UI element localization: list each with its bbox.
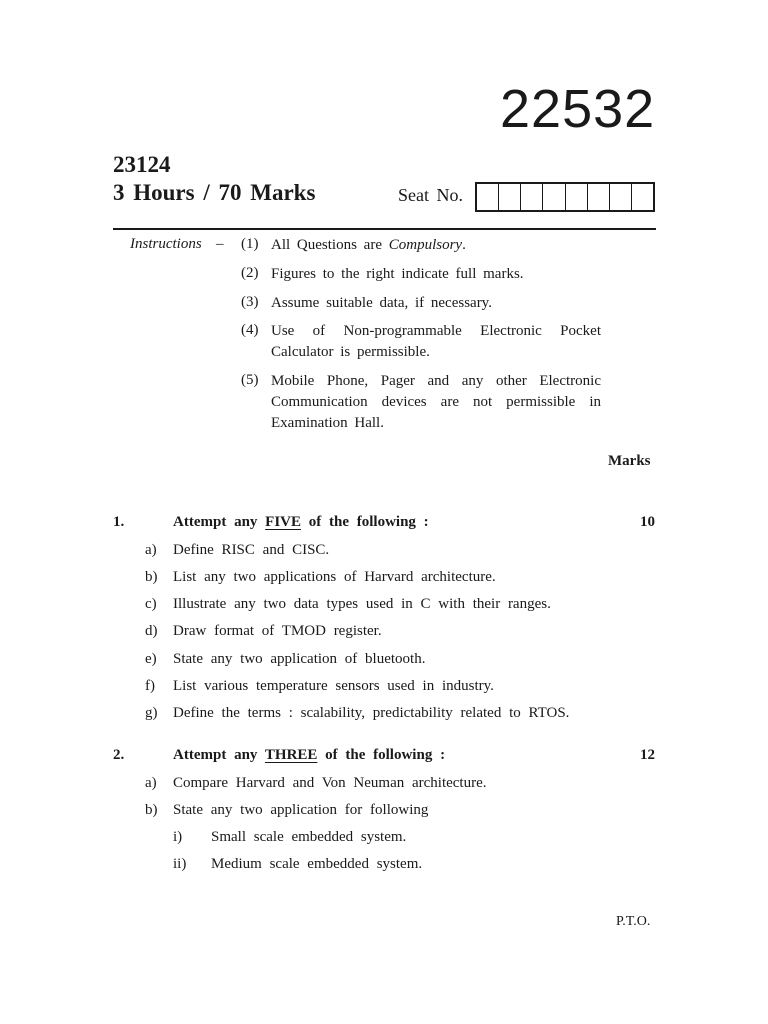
subpart-number: ii) <box>173 856 187 872</box>
seat-box <box>521 184 543 210</box>
question-title-emphasis: FIVE <box>265 514 301 530</box>
question-title-part: Attempt any <box>173 514 266 530</box>
instruction-text <box>271 235 601 256</box>
subquestion-letter: d) <box>145 623 158 639</box>
question-title-part: of the following : <box>301 514 429 530</box>
subquestion-letter: f) <box>145 678 155 694</box>
instruction-text: Use of Non-programmable Electronic Pocket Calculator is permissible. <box>271 323 601 360</box>
instruction-number: (1) <box>241 236 259 252</box>
subquestion-text: Define the terms : scalability, predictability related to RTOS. <box>173 705 570 721</box>
subpart-number: i) <box>173 829 183 845</box>
question-number: 1. <box>113 514 125 530</box>
question-marks: 10 <box>640 514 655 530</box>
instruction-number: (5) <box>241 372 259 388</box>
subquestion-text: State any two application of bluetooth. <box>173 651 426 667</box>
instruction-number: (2) <box>241 265 259 281</box>
exam-code: 23124 <box>113 152 171 177</box>
instruction-text: Assume suitable data, if necessary. <box>271 295 492 311</box>
header-divider <box>113 228 656 230</box>
subquestion-text: List any two applications of Harvard architecture. <box>173 569 496 585</box>
instruction-text: Figures to the right indicate full marks. <box>271 266 524 282</box>
seat-number-boxes <box>475 182 655 212</box>
subquestion-letter: g) <box>145 705 158 721</box>
instruction-emphasis: Compulsory <box>388 237 463 253</box>
instructions-dash: – <box>216 236 224 252</box>
question-title <box>173 747 445 764</box>
subquestion-letter: c) <box>145 596 157 612</box>
subpart-text: Medium scale embedded system. <box>211 856 423 872</box>
question-marks: 12 <box>640 747 655 763</box>
please-turn-over: P.T.O. <box>616 914 651 929</box>
subquestion-letter: b) <box>145 802 158 818</box>
question-title-part: of the following : <box>317 747 446 763</box>
subquestion-letter: b) <box>145 569 158 585</box>
subquestion-text: Illustrate any two data types used in C with their ranges. <box>173 596 551 612</box>
subquestion-text: State any two application for following <box>173 802 429 818</box>
seat-box <box>610 184 632 210</box>
seat-number-label: Seat No. <box>398 185 463 205</box>
seat-box <box>566 184 588 210</box>
subquestion-letter: a) <box>145 542 157 558</box>
question-title-emphasis: THREE <box>264 747 318 763</box>
instruction-number: (3) <box>241 294 259 310</box>
subquestion-text: Draw format of TMOD register. <box>173 623 382 639</box>
subquestion-text: List various temperature sensors used in industry. <box>173 678 494 694</box>
instruction-text: Mobile Phone, Pager and any other Electronic Communication devices are not permissible in Examination Hall. <box>271 373 601 431</box>
instruction-text-part: All Questions are <box>271 237 389 253</box>
seat-box <box>588 184 610 210</box>
subquestion-letter: a) <box>145 775 157 791</box>
instruction-text-part: . <box>462 237 466 253</box>
seat-box <box>477 184 499 210</box>
subquestion-letter: e) <box>145 651 157 667</box>
instructions-label: Instructions <box>130 236 202 252</box>
seat-box <box>543 184 565 210</box>
question-number: 2. <box>113 747 125 763</box>
question-title-part: Attempt any <box>173 747 265 763</box>
seat-box <box>499 184 521 210</box>
subpart-text: Small scale embedded system. <box>211 829 407 845</box>
subquestion-text: Define RISC and CISC. <box>173 542 330 558</box>
marks-column-heading: Marks <box>608 453 651 469</box>
seat-box <box>632 184 653 210</box>
duration-marks: 3 Hours / 70 Marks <box>113 180 316 205</box>
instruction-number: (4) <box>241 322 259 338</box>
subquestion-text: Compare Harvard and Von Neuman architecture. <box>173 775 487 791</box>
question-title <box>173 514 429 531</box>
paper-code: 22532 <box>500 79 656 139</box>
